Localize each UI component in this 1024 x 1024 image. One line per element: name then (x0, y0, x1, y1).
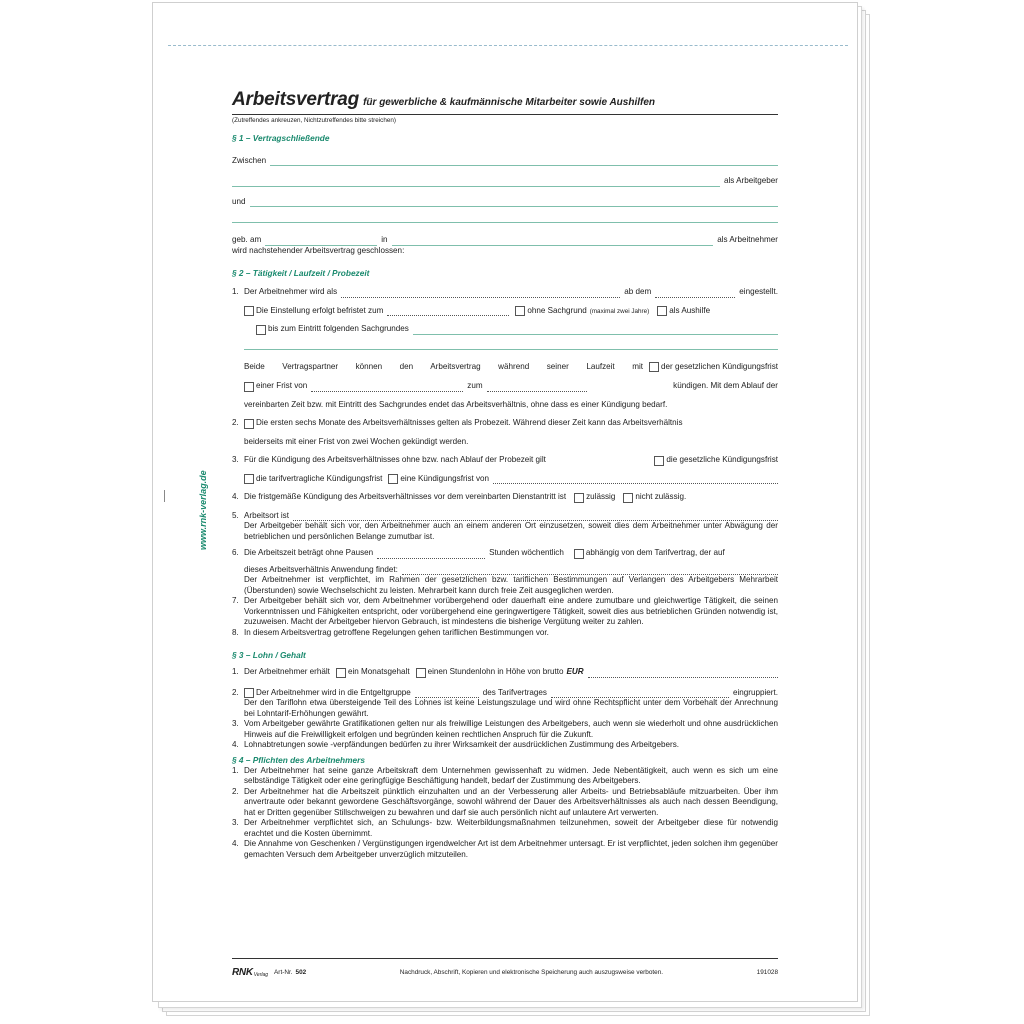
no-reason-note: (maximal zwei Jahre) (589, 307, 650, 315)
item-number: 5. (232, 510, 239, 520)
tariff-row (232, 565, 778, 576)
instruction-hint: (Zutreffendes ankreuzen, Nichtzutreffendes bitte streichen) (232, 116, 396, 124)
item-number: 3. (232, 719, 239, 729)
tariff-notice-checkbox[interactable] (244, 474, 254, 484)
overtime-text: Der Arbeitnehmer ist verpflichtet, im Rahmen der gesetzlichen bzw. tariflichen Bestimmungen auf Verlangen des Arbeitgebers Mehrarbeit (Überstunden) sowie Wechselschicht zu leisten. Mehrarbeit kann durch freie Zeit ausgeglichen werden. (244, 575, 778, 595)
early-termination-text: Die fristgemäße Kündigung des Arbeitsverhältnisses vor dem vereinbarten Dienstantritt ist (244, 492, 567, 502)
item-number: 2. (232, 418, 239, 428)
salary-label: Der Arbeitnehmer erhält (244, 667, 330, 677)
item-number: 3. (232, 455, 239, 465)
employer-row (232, 176, 778, 187)
section-2-heading: § 2 – Tätigkeit / Laufzeit / Probezeit (232, 268, 370, 279)
workplace-field[interactable] (293, 513, 778, 521)
item-number: 4. (232, 839, 239, 849)
section-4-heading: § 4 – Pflichten des Arbeitnehmers (232, 754, 365, 765)
temp-worker-checkbox[interactable] (657, 306, 667, 316)
period-end-field[interactable] (487, 384, 587, 392)
statutory-notice-label: die gesetzliche Kündigungsfrist (666, 455, 778, 465)
s2-p3-row (232, 455, 778, 466)
agreed-time-text: vereinbarten Zeit bzw. mit Eintritt des Sachgrundes endet das Arbeitsverhältnis, ohne dass es einer Kündigung bedarf. (244, 399, 668, 409)
position-label: Der Arbeitnehmer wird als (244, 287, 338, 296)
hours-label: Die Arbeitszeit beträgt ohne Pausen (244, 548, 374, 558)
hours-unit-label: Stunden wöchentlich (489, 548, 564, 558)
item-number: 4. (232, 492, 239, 502)
notice-row (232, 474, 778, 485)
notice-text: Für die Kündigung des Arbeitsverhältnisses ohne bzw. nach Ablauf der Probezeit gilt (244, 455, 546, 465)
item-number: 1. (232, 667, 239, 677)
hourly-wage-label: einen Stundenlohn in Höhe von brutto (427, 667, 564, 677)
fixed-term-date-field[interactable] (387, 308, 509, 316)
article-number: 502 (295, 968, 307, 976)
contract-form (232, 88, 778, 860)
birth-label: geb. am (232, 235, 262, 245)
workplace-text: Der Arbeitgeber behält sich vor, den Arbeitnehmer auch an einem anderen Ort einzusetzen, soweit dies dem Arbeitnehmer unter Abwägung der betrieblichen und persönlichen Belange zumutbar ist. (244, 521, 778, 541)
tariff-label: dieses Arbeitsverhältnis Anwendung findet: (244, 564, 398, 574)
start-date-field[interactable] (655, 290, 735, 298)
item-number: 2. (232, 687, 239, 697)
not-permitted-checkbox[interactable] (623, 493, 633, 503)
custom-period-checkbox[interactable] (244, 382, 254, 392)
pay-grade-field[interactable] (415, 690, 479, 698)
hired-label: eingestellt. (739, 287, 778, 296)
und-row (232, 197, 778, 208)
permitted-label: zulässig (586, 492, 616, 502)
item-number: 7. (232, 596, 239, 606)
reason-checkbox[interactable] (256, 325, 266, 335)
fixed-term-row (232, 306, 778, 317)
article-label: Art-Nr. (274, 968, 293, 976)
precedence-text: In diesem Arbeitsvertrag getroffene Regelungen gehen tariflichen Bestimmungen vor. (244, 627, 549, 637)
section-3-heading: § 3 – Lohn / Gehalt (232, 650, 306, 661)
s2-p5-row (232, 511, 778, 522)
reassignment-text: Der Arbeitgeber behält sich vor, dem Arbeitnehmer vorübergehend oder dauerhaft eine andere zumutbare und gleichwertige Tätigkeit, die seinen Vorkenntnissen und Fähigkeiten entspricht, oder vorübergehend eine geringwertigere Tätigkeit, soweit dies aus betrieblichen Gründen notwendig ist, zuzuweisen. Macht der Arbeitgeber hiervon Gebrauch, ist mindestens die bisherige Vergütung weiter zu zahlen. (244, 596, 778, 627)
statutory-period-checkbox[interactable] (649, 362, 659, 372)
monthly-salary-checkbox[interactable] (336, 668, 346, 678)
item-number: 2. (232, 786, 239, 796)
reason-label: bis zum Eintritt folgenden Sachgrundes (268, 324, 409, 334)
probation-text-2: beiderseits mit einer Frist von zwei Wochen gekündigt werden. (244, 436, 469, 446)
hours-field[interactable] (377, 551, 485, 559)
section-1-heading: § 1 – Vertragschließende (232, 132, 330, 143)
custom-notice-label: eine Kündigungsfrist von (400, 473, 490, 483)
probation-checkbox[interactable] (244, 419, 254, 429)
duty-text-2: Der Arbeitnehmer hat die Arbeitszeit pünktlich einzuhalten und an der Verbesserung aller Arbeits- und Betriebsabläufe mitzuarbeiten. Über ihm anvertraute oder bekannt gewordene Geschäftsvorgänge, sowohl während der Dauer des Arbeitsverhältnisses als auch nach dessen Beendigung, hat er Dritten gegenüber Stillschweigen zu bewahren und darf sie auch persönlich nicht auf unlautere Art verwerten. (244, 786, 778, 817)
s2-p1-row (232, 287, 778, 298)
zum-label: zum (467, 381, 483, 391)
birth-row (232, 235, 778, 246)
temp-worker-label: als Aushilfe (669, 305, 711, 315)
collective-agreement-field[interactable] (551, 690, 729, 698)
punch-mark (164, 490, 165, 502)
concluded-text: wird nachstehender Arbeitsvertrag geschlossen: (232, 245, 405, 255)
statutory-notice-checkbox[interactable] (654, 456, 664, 466)
start-date-label: ab dem (624, 287, 652, 296)
print-code: 191028 (756, 968, 778, 976)
tariff-field[interactable] (402, 567, 778, 575)
s2-p7-row (232, 596, 778, 628)
s4-p2-row (232, 787, 778, 819)
period-row (232, 381, 778, 392)
fixed-term-checkbox[interactable] (244, 306, 254, 316)
monthly-salary-label: ein Monatsgehalt (347, 667, 410, 677)
birthplace-label: in (381, 235, 388, 245)
reason-field-2[interactable] (244, 349, 778, 350)
tariff-notice-label: die tarifvertragliche Kündigungsfrist (256, 473, 383, 483)
fixed-term-label: Die Einstellung erfolgt befristet zum (256, 305, 384, 315)
employee-label: als Arbeitnehmer (717, 235, 778, 245)
reason-field[interactable] (413, 334, 778, 335)
bonus-text: Der den Tariflohn etwa übersteigende Teil des Lohnes ist keine Leistungszulage und wird ohne Rechtspflicht unter dem Vorbehalt der Anrechnung bei Lohntarif-Erhöhungen gewährt. (244, 698, 778, 718)
birthplace-field[interactable] (392, 245, 714, 246)
wage-amount-field[interactable] (588, 670, 778, 678)
custom-notice-field[interactable] (493, 476, 778, 484)
item-number: 4. (232, 740, 239, 750)
s4-p1-row (232, 766, 778, 787)
classified-label: eingruppiert. (733, 687, 778, 697)
item-number: 8. (232, 627, 239, 637)
footer (232, 966, 778, 978)
no-reason-label: ohne Sachgrund (527, 305, 587, 315)
employer-address-field[interactable] (232, 186, 720, 187)
document-subtitle: für gewerbliche & kaufmännische Mitarbeiter sowie Aushilfen (363, 97, 656, 108)
employee-name-field[interactable] (250, 206, 778, 207)
copyright-notice: Nachdruck, Abschrift, Kopieren und elektronische Speicherung auch auszugsweise verboten. (399, 968, 664, 976)
tariff-hours-checkbox[interactable] (574, 549, 584, 559)
period-label: einer Frist von (256, 381, 308, 391)
header (232, 88, 778, 113)
s3-p2-row (232, 688, 778, 699)
zwischen-label: Zwischen (232, 155, 267, 165)
s2-p2-row (232, 418, 778, 429)
employer-name-field[interactable] (270, 165, 778, 166)
employee-address-field[interactable] (232, 222, 778, 223)
pay-grade-checkbox[interactable] (244, 688, 254, 698)
item-number: 6. (232, 548, 239, 558)
permitted-checkbox[interactable] (574, 493, 584, 503)
reason-row (232, 324, 778, 335)
period-field[interactable] (311, 384, 463, 392)
zwischen-row (232, 156, 778, 167)
duty-text-3: Der Arbeitnehmer verpflichtet sich, an Schulungs- bzw. Weiterbildungsmaßnahmen teilzunehmen, soweit der Arbeitgeber diese für notwendig erachtet und die Kosten übernimmt. (244, 818, 778, 838)
s4-p4-row (232, 839, 778, 860)
tariff-hours-label: abhängig von dem Tarifvertrag, der auf (585, 548, 725, 558)
hourly-wage-checkbox[interactable] (416, 668, 426, 678)
assignment-text: Lohnabtretungen sowie -verpfändungen bedürfen zu ihrer Wirksamkeit der ausdrücklichen Zustimmung des Arbeitgebers. (244, 740, 680, 750)
publisher-logo: RNK (232, 966, 253, 978)
s2-p4-row (232, 492, 778, 503)
und-label: und (232, 196, 246, 206)
no-reason-checkbox[interactable] (515, 306, 525, 316)
duty-text-4: Die Annahme von Geschenken / Vergünstigungen irgendwelcher Art ist dem Arbeitnehmer untersagt. Er ist verpflichtet, jeden solchen ihm gegenüber gemachten Versuch dem Arbeitgeber unverzüglich mitzuteilen. (244, 839, 778, 859)
currency-label: EUR (566, 667, 584, 677)
side-url: www.rnk-verlag.de (198, 470, 208, 550)
collective-agreement-label: des Tarifvertrages (482, 687, 547, 697)
s2-p6-row (232, 548, 778, 559)
workplace-label: Arbeitsort ist (244, 510, 289, 520)
kuendigen-text: kündigen. Mit dem Ablauf der (673, 381, 778, 391)
item-number: 1. (232, 765, 239, 775)
footer-rule (232, 958, 778, 959)
termination-row (232, 362, 778, 373)
statutory-period-label: der gesetzlichen Kündigungsfrist (661, 361, 778, 371)
item-number: 1. (232, 287, 239, 296)
s3-p1-row (232, 667, 778, 678)
title-rule (232, 114, 778, 115)
s2-p8-row (232, 628, 778, 639)
document-title: Arbeitsvertrag (232, 89, 360, 110)
s3-p4-row (232, 740, 778, 751)
termination-text: Beide Vertragspartner können den Arbeitsvertrag während seiner Laufzeit mit (244, 361, 644, 371)
duty-text-1: Der Arbeitnehmer hat seine ganze Arbeitskraft dem Unternehmen gewissenhaft zu widmen. Jede Nebentätigkeit, auch wenn es sich um eine selbständige Tätigkeit oder eine geringfügige Beschäftigung handelt, bedarf der Zustimmung des Arbeitgebers. (244, 765, 778, 786)
pay-grade-label: Der Arbeitnehmer wird in die Entgeltgruppe (256, 687, 411, 697)
s4-p3-row (232, 818, 778, 839)
publisher-logo-sub: Verlag (253, 972, 269, 978)
employer-label: als Arbeitgeber (724, 176, 778, 186)
probation-text: Die ersten sechs Monate des Arbeitsverhältnisses gelten als Probezeit. Während dieser Zeit kann das Arbeitsverhältnis (256, 418, 683, 428)
item-number: 3. (232, 818, 239, 828)
position-field[interactable] (341, 290, 620, 298)
custom-notice-checkbox[interactable] (388, 474, 398, 484)
not-permitted-label: nicht zulässig. (635, 492, 687, 502)
s3-p3-row (232, 719, 778, 740)
perforation-line (168, 45, 848, 46)
gratuity-text: Vom Arbeitgeber gewährte Gratifikationen gelten nur als freiwillige Leistungen des Arbeitgebers, auch wenn sie wiederholt und ohne ausdrücklichen Hinweis auf die Freiwilligkeit erfolgen und begründen keinen rechtlichen Anspruch für die Zukunft. (244, 719, 778, 739)
